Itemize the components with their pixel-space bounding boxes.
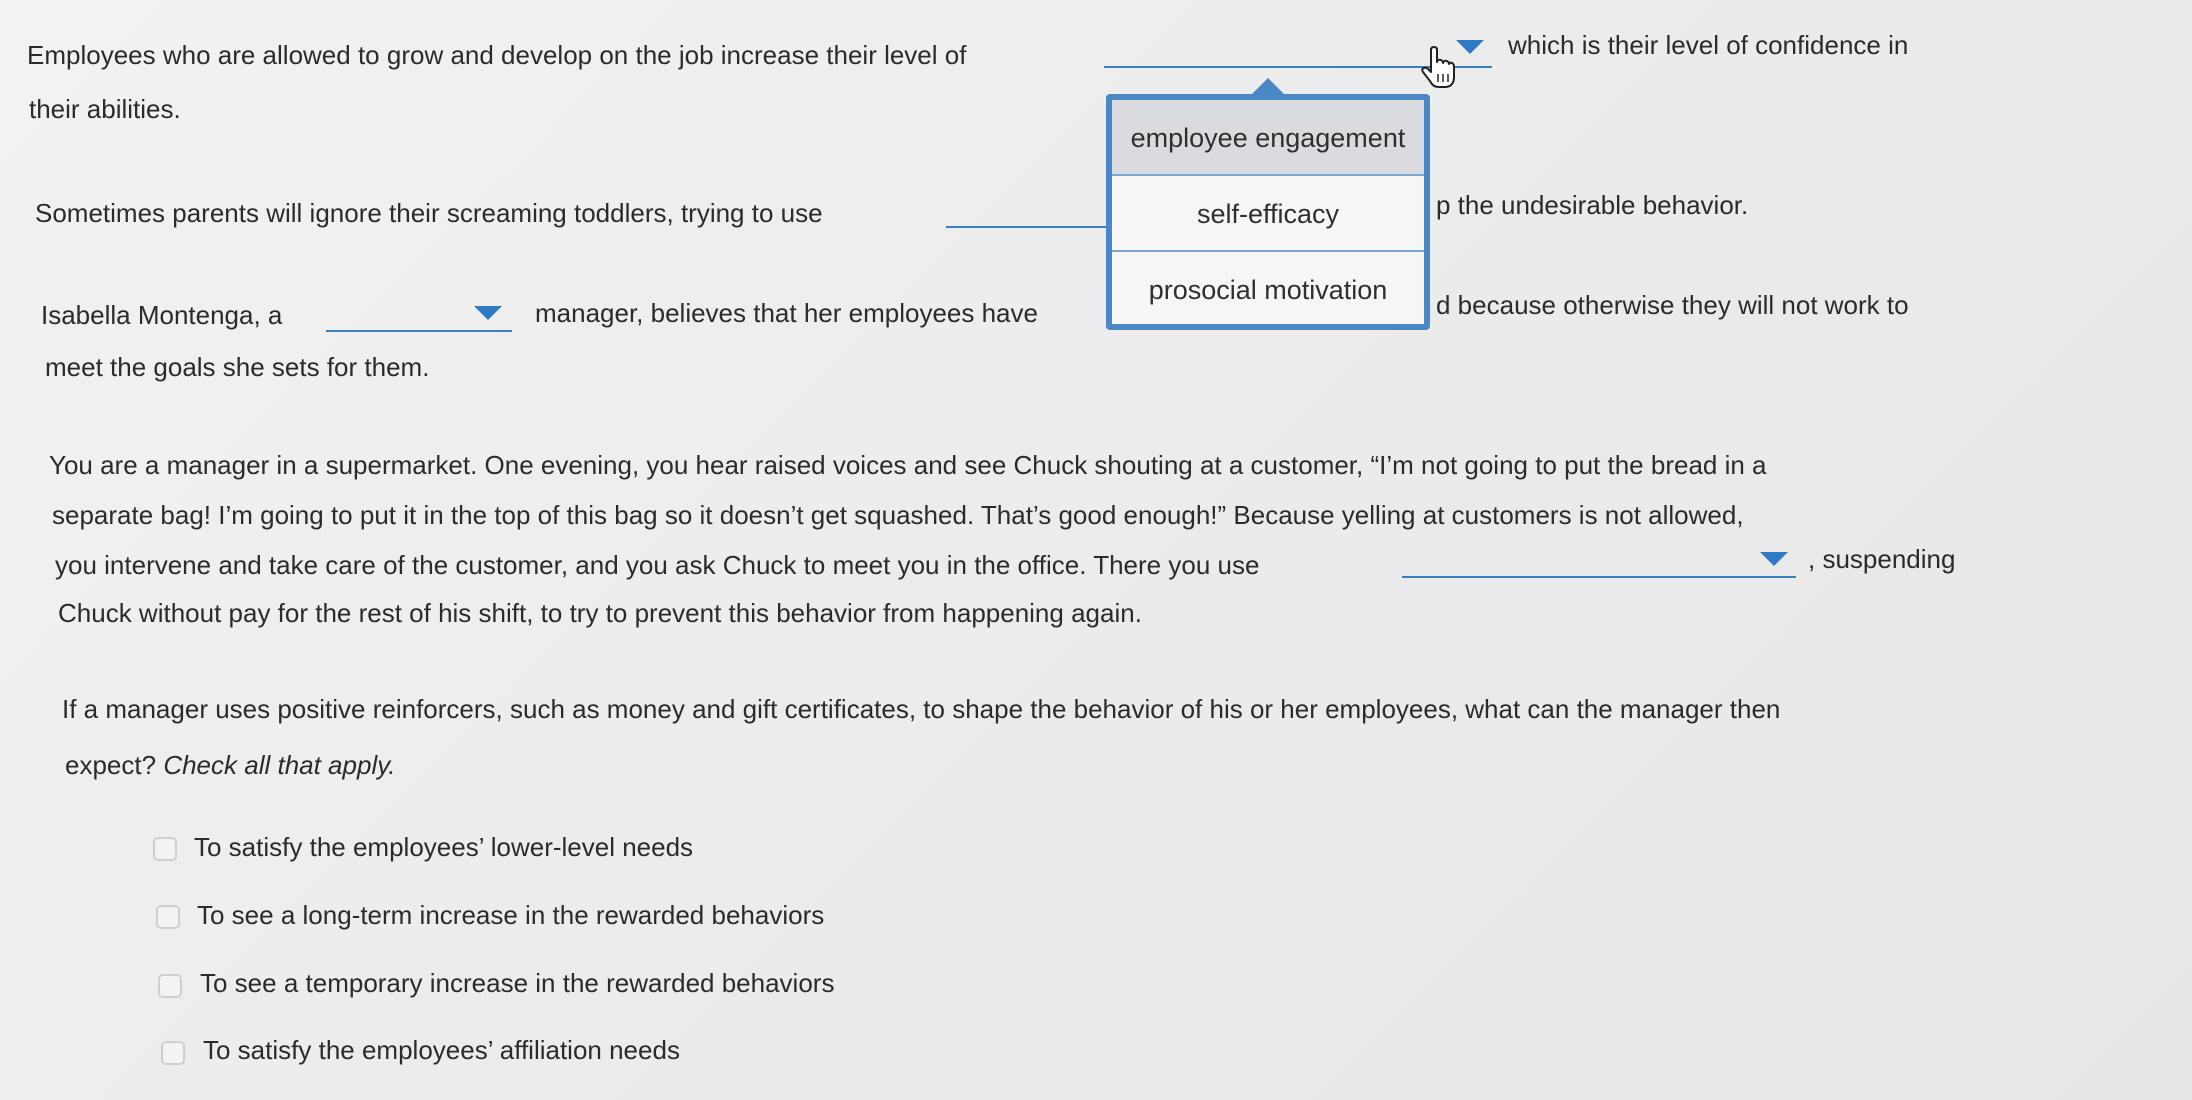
q4-line3: you intervene and take care of the customer, and you ask Chuck to meet you in the office. There you use (55, 550, 1260, 580)
q2-text-after: p the undesirable behavior. (1436, 190, 1749, 220)
option-4-label: To satisfy the employees’ affiliation needs (203, 1035, 680, 1065)
q4-line1: You are a manager in a supermarket. One evening, you hear raised voices and see Chuck shouting at a customer, “I’m not going to put the bread in a (49, 450, 1767, 480)
chevron-down-icon[interactable] (474, 306, 502, 320)
q1-text-after: which is their level of confidence in (1508, 30, 1909, 60)
dropdown-pointer (1252, 78, 1284, 94)
q4-line3-after: , suspending (1808, 544, 1956, 574)
chevron-down-icon[interactable] (1456, 40, 1484, 54)
checkbox-option-3[interactable] (158, 974, 182, 998)
q5-line2 (65, 750, 396, 781)
q1-text-cont: their abilities. (29, 94, 181, 124)
checkbox-option-2[interactable] (156, 905, 180, 929)
q1-dropdown-menu (1106, 94, 1430, 330)
option-2-label: To see a long-term increase in the rewarded behaviors (197, 900, 825, 930)
q5-instruction: Check all that apply. (163, 750, 396, 780)
checkbox-option-4[interactable] (161, 1041, 185, 1065)
q4-line4: Chuck without pay for the rest of his shift, to try to prevent this behavior from happening again. (58, 598, 1142, 628)
dropdown-option-employee-engagement[interactable]: employee engagement (1112, 100, 1424, 176)
dropdown-option-prosocial-motivation[interactable]: prosocial motivation (1148, 275, 1388, 305)
q1-text-before: Employees who are allowed to grow and develop on the job increase their level of (27, 40, 967, 70)
q3-text-before: Isabella Montenga, a (41, 300, 283, 330)
q3-text-after: d because otherwise they will not work to (1436, 290, 1909, 320)
checkbox-option-1[interactable] (153, 837, 177, 861)
q2-text-before: Sometimes parents will ignore their screaming toddlers, trying to use (35, 198, 823, 228)
chevron-down-icon[interactable] (1760, 552, 1788, 566)
q3-text-cont: meet the goals she sets for them. (45, 352, 430, 382)
q5-expect-text: expect? (65, 750, 157, 780)
hand-cursor-icon (1420, 46, 1456, 88)
q3-text-mid: manager, believes that her employees have (535, 298, 1038, 328)
dropdown-option-self-efficacy[interactable]: self-efficacy (1112, 176, 1424, 252)
q4-line2: separate bag! I’m going to put it in the top of this bag so it doesn’t get squashed. That’s good enough!” Because yelling at customers is not allowed, (52, 500, 1744, 530)
option-1-label: To satisfy the employees’ lower-level needs (194, 832, 694, 862)
option-3-label: To see a temporary increase in the rewarded behaviors (200, 968, 835, 998)
q4-select[interactable] (1402, 546, 1796, 578)
q5-line1: If a manager uses positive reinforcers, such as money and gift certificates, to shape the behavior of his or her employees, what can the manager then (62, 694, 1781, 724)
q2-select[interactable] (946, 196, 1106, 228)
